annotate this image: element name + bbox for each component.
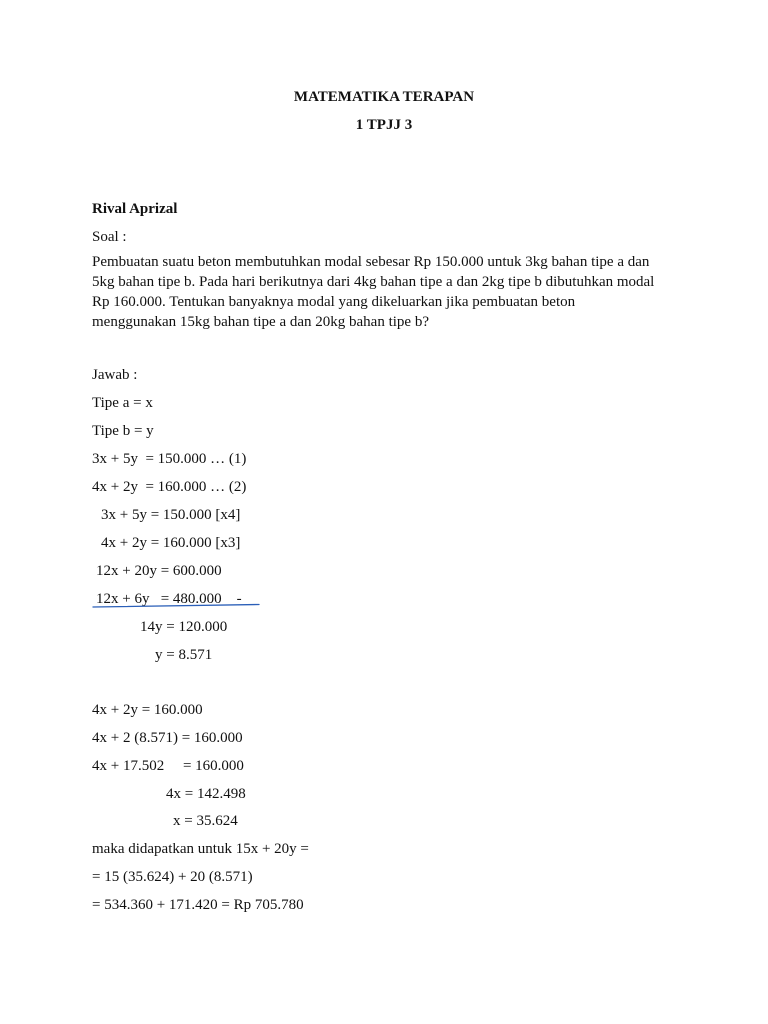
answer-label: Jawab : [92, 367, 138, 383]
answer-line: 4x = 142.498 [166, 786, 246, 802]
answer-line: y = 8.571 [155, 647, 213, 663]
document-subtitle: 1 TPJJ 3 [355, 117, 413, 133]
subtraction-underline [92, 603, 260, 609]
answer-line: Tipe a = x [92, 395, 153, 411]
question-line-1: Pembuatan suatu beton membutuhkan modal sebesar Rp 150.000 untuk 3kg bahan tipe a dan [92, 254, 650, 270]
answer-line: 4x + 2 (8.571) = 160.000 [92, 730, 243, 746]
question-line-2: 5kg bahan tipe b. Pada hari berikutnya dari 4kg bahan tipe a dan 2kg tipe b dibutuhkan modal [92, 274, 655, 290]
answer-line: 12x + 20y = 600.000 [96, 563, 222, 579]
answer-line: 12x + 6y = 480.000 - [96, 591, 242, 607]
answer-line: x = 35.624 [173, 813, 238, 829]
document-title: MATEMATIKA TERAPAN [293, 89, 475, 105]
answer-line: 4x + 2y = 160.000 … (2) [92, 479, 247, 495]
answer-line: 3x + 5y = 150.000 … (1) [92, 451, 247, 467]
answer-line: maka didapatkan untuk 15x + 20y = [92, 841, 309, 857]
answer-line: 4x + 17.502 = 160.000 [92, 758, 244, 774]
question-label: Soal : [92, 229, 127, 245]
answer-line: = 15 (35.624) + 20 (8.571) [92, 869, 253, 885]
answer-line: 4x + 2y = 160.000 [92, 702, 203, 718]
answer-line: 14y = 120.000 [140, 619, 228, 635]
answer-line: Tipe b = y [92, 423, 154, 439]
author-name: Rival Aprizal [92, 201, 178, 217]
answer-line: = 534.360 + 171.420 = Rp 705.780 [92, 897, 304, 913]
answer-line: 4x + 2y = 160.000 [x3] [101, 535, 241, 551]
answer-line: 3x + 5y = 150.000 [x4] [101, 507, 241, 523]
question-line-4: menggunakan 15kg bahan tipe a dan 20kg bahan tipe b? [92, 314, 429, 330]
question-line-3: Rp 160.000. Tentukan banyaknya modal yang dikeluarkan jika pembuatan beton [92, 294, 576, 310]
